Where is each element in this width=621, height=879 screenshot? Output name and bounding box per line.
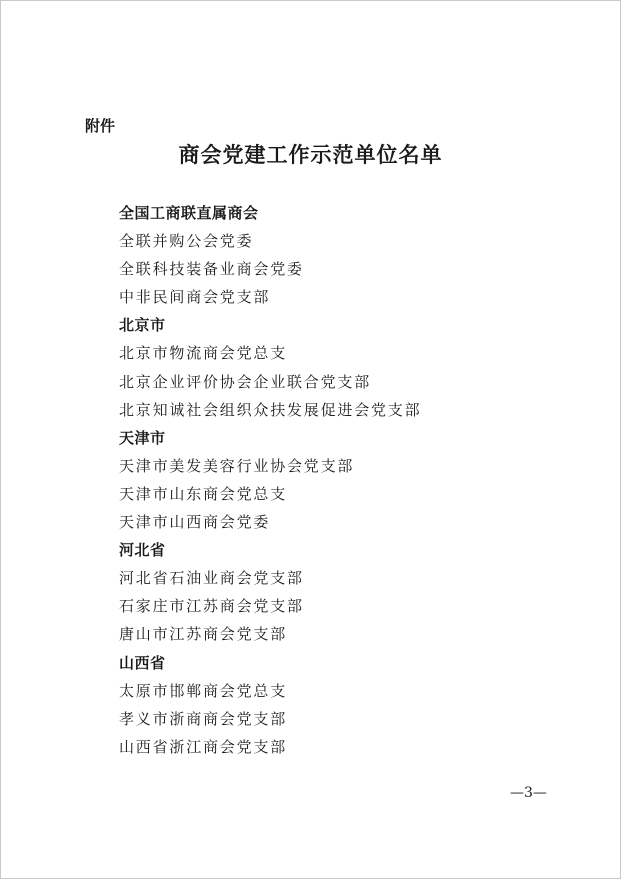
list-item: 全联并购公会党委 [119,232,254,251]
list-item: 孝义市浙商商会党支部 [119,709,288,728]
document-title: 商会党建工作示范单位名单 [178,142,443,167]
list-item: 唐山市江苏商会党支部 [119,625,288,644]
list-item: 石家庄市江苏商会党支部 [119,597,304,616]
page-number: —3— [510,785,547,801]
unit-list [119,199,421,761]
list-item: 山西省浙江商会党支部 [119,737,288,756]
list-item: 天津市山西商会党委 [119,513,271,532]
group-heading: 山西省 [119,653,166,672]
list-item: 北京企业评价协会企业联合党支部 [119,372,372,391]
list-item: 太原市邯郸商会党总支 [119,681,288,700]
group-heading: 河北省 [119,541,166,560]
list-item: 北京知诚社会组织众扶发展促进会党支部 [119,400,422,419]
attachment-label: 附件 [85,117,116,135]
list-item: 河北省石油业商会党支部 [119,569,304,588]
list-item: 天津市山东商会党总支 [119,484,288,503]
list-item: 全联科技装备业商会党委 [119,260,304,279]
group-heading: 全国工商联直属商会 [119,204,259,222]
list-item: 天津市美发美容行业协会党支部 [119,456,355,475]
list-item: 中非民间商会党支部 [119,288,271,307]
group-heading: 天津市 [119,428,166,447]
list-item: 北京市物流商会党总支 [119,344,288,363]
group-heading: 北京市 [119,316,166,335]
